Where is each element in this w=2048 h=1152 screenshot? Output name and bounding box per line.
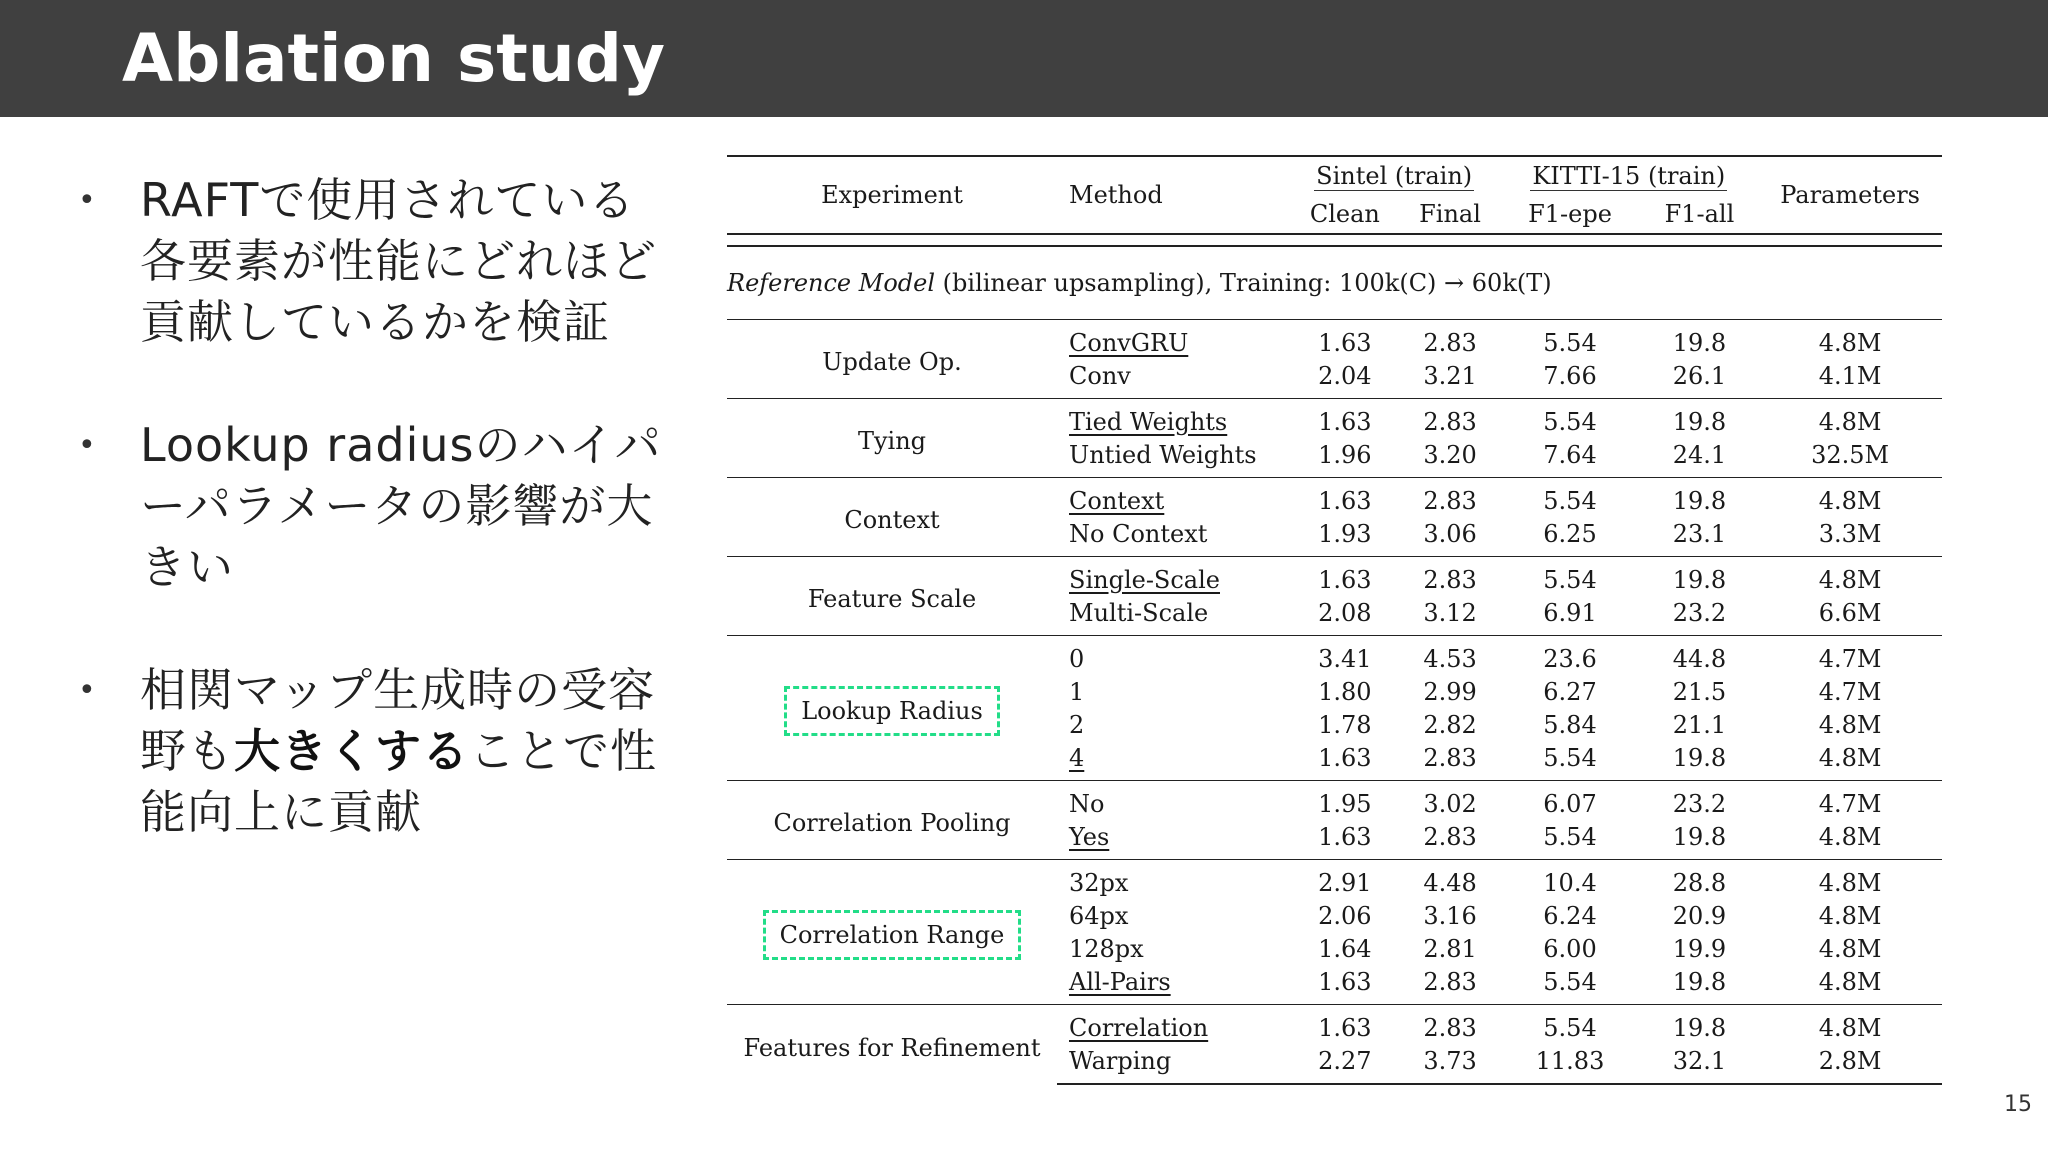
method-cell: Conv xyxy=(1069,361,1131,390)
header-final: Final xyxy=(1419,200,1481,228)
value-cell-params: 4.8M xyxy=(1758,320,1942,360)
value-cell-f1epe: 5.54 xyxy=(1543,743,1597,772)
value-cell-f1all: 19.8 xyxy=(1641,1005,1759,1045)
value-cell-f1all: 19.9 xyxy=(1672,934,1727,963)
bullet-text: 相関マップ生成時の受容野も xyxy=(140,663,656,778)
value-cell-f1epe: 5.54 xyxy=(1543,822,1597,851)
value-cell-f1all: 23.2 xyxy=(1672,598,1727,627)
value-cell-params: 4.8M xyxy=(1818,743,1882,772)
value-cell-params: 4.8M xyxy=(1758,478,1942,518)
value-cell-f1all: 19.8 xyxy=(1641,320,1759,360)
method-cell: No Context xyxy=(1069,519,1208,548)
bullet-bold-text: 大きくする xyxy=(234,724,469,778)
value-cell-f1all: 21.5 xyxy=(1672,677,1727,706)
experiment-label: Update Op. xyxy=(822,348,962,376)
value-cell-f1all: 26.1 xyxy=(1672,361,1727,390)
method-cell: Warping xyxy=(1069,1046,1172,1075)
value-cell-clean: 1.63 xyxy=(1318,822,1372,851)
header-parameters: Parameters xyxy=(1758,156,1942,234)
reference-model-row xyxy=(727,246,1942,320)
bullet-text: Lookup radiusのハイパーパラメータの影響が大きい xyxy=(140,418,662,594)
value-cell-f1epe: 6.00 xyxy=(1543,934,1597,963)
value-cell-final: 2.99 xyxy=(1423,677,1477,706)
value-cell-clean: 2.06 xyxy=(1318,901,1372,930)
value-cell-f1epe: 7.64 xyxy=(1543,440,1597,469)
value-cell-clean: 1.63 xyxy=(1289,478,1401,518)
value-cell-clean: 1.63 xyxy=(1289,1005,1401,1045)
method-cell: Single-Scale xyxy=(1069,565,1220,594)
table-row xyxy=(727,478,1942,518)
value-cell-f1epe: 5.54 xyxy=(1543,967,1597,996)
value-cell-f1epe: 7.66 xyxy=(1543,361,1597,390)
ablation-table xyxy=(727,155,1942,1085)
header-f1epe: F1-epe xyxy=(1528,200,1612,228)
value-cell-params: 4.7M xyxy=(1758,636,1942,676)
value-cell-params: 4.8M xyxy=(1758,399,1942,439)
value-cell-final: 2.83 xyxy=(1401,557,1500,597)
experiment-label-highlighted: Correlation Range xyxy=(763,910,1022,960)
value-cell-params: 4.8M xyxy=(1818,967,1882,996)
value-cell-params: 4.7M xyxy=(1758,781,1942,821)
header-kitti: KITTI-15 (train) xyxy=(1532,161,1726,190)
bullet-dot-icon: • xyxy=(78,428,96,463)
value-cell-final: 4.53 xyxy=(1401,636,1500,676)
value-cell-final: 2.83 xyxy=(1401,1005,1500,1045)
value-cell-params: 4.7M xyxy=(1818,677,1882,706)
value-cell-clean: 2.04 xyxy=(1318,361,1372,390)
bullet-item xyxy=(78,660,678,843)
value-cell-clean: 2.27 xyxy=(1289,1044,1401,1084)
value-cell-final: 2.83 xyxy=(1401,478,1500,518)
value-cell-f1epe: 11.83 xyxy=(1499,1044,1640,1084)
value-cell-f1epe: 6.07 xyxy=(1499,781,1640,821)
method-cell: 1 xyxy=(1069,677,1085,706)
method-cell: Context xyxy=(1069,486,1165,515)
method-cell: Correlation xyxy=(1069,1013,1209,1042)
value-cell-final: 3.16 xyxy=(1423,901,1477,930)
value-cell-f1epe: 10.4 xyxy=(1499,860,1640,900)
experiment-label: Tying xyxy=(857,427,927,455)
bullet-dot-icon: • xyxy=(78,183,96,218)
method-cell: All-Pairs xyxy=(1069,967,1171,996)
header-experiment: Experiment xyxy=(727,156,1057,234)
value-cell-final: 3.12 xyxy=(1423,598,1477,627)
value-cell-clean: 1.63 xyxy=(1289,557,1401,597)
bullet-list xyxy=(78,170,678,905)
value-cell-clean: 1.78 xyxy=(1318,710,1372,739)
method-cell: 0 xyxy=(1069,644,1085,673)
value-cell-clean: 1.80 xyxy=(1318,677,1372,706)
value-cell-f1all: 19.8 xyxy=(1641,399,1759,439)
value-cell-f1all: 19.8 xyxy=(1672,822,1727,851)
table-row xyxy=(727,399,1942,439)
value-cell-final: 2.83 xyxy=(1423,822,1477,851)
value-cell-f1epe: 6.24 xyxy=(1543,901,1597,930)
page-number: 15 xyxy=(2004,1092,2032,1117)
method-cell: No xyxy=(1069,789,1105,818)
experiment-label: Feature Scale xyxy=(807,585,977,613)
value-cell-final: 3.06 xyxy=(1423,519,1477,548)
value-cell-final: 4.48 xyxy=(1401,860,1500,900)
method-cell: 2 xyxy=(1069,710,1085,739)
method-cell: 128px xyxy=(1069,934,1144,963)
bullet-item xyxy=(78,415,678,598)
table-row xyxy=(727,320,1942,360)
table-row xyxy=(727,557,1942,597)
value-cell-final: 3.02 xyxy=(1401,781,1500,821)
value-cell-clean: 2.91 xyxy=(1289,860,1401,900)
method-cell: ConvGRU xyxy=(1069,328,1189,357)
value-cell-params: 2.8M xyxy=(1758,1044,1942,1084)
value-cell-clean: 3.41 xyxy=(1289,636,1401,676)
header-f1all: F1-all xyxy=(1664,200,1735,228)
value-cell-params: 32.5M xyxy=(1811,440,1890,469)
method-cell: 4 xyxy=(1069,743,1085,772)
value-cell-f1epe: 5.54 xyxy=(1499,399,1640,439)
table-row xyxy=(727,781,1942,821)
table-row xyxy=(727,860,1942,900)
value-cell-f1all: 23.2 xyxy=(1641,781,1759,821)
value-cell-f1epe: 5.54 xyxy=(1499,478,1640,518)
value-cell-f1epe: 6.27 xyxy=(1543,677,1597,706)
bullet-item xyxy=(78,170,678,353)
value-cell-final: 2.83 xyxy=(1401,399,1500,439)
value-cell-f1epe: 6.25 xyxy=(1543,519,1597,548)
value-cell-f1epe: 23.6 xyxy=(1499,636,1640,676)
bullet-dot-icon: • xyxy=(78,673,96,708)
value-cell-f1all: 23.1 xyxy=(1672,519,1727,548)
value-cell-f1all: 21.1 xyxy=(1672,710,1727,739)
value-cell-clean: 1.64 xyxy=(1318,934,1372,963)
experiment-label: Context xyxy=(844,506,940,534)
table-body xyxy=(727,234,1942,1084)
value-cell-clean: 1.96 xyxy=(1318,440,1372,469)
header-sintel: Sintel (train) xyxy=(1316,161,1473,190)
value-cell-params: 3.3M xyxy=(1818,519,1882,548)
value-cell-params: 4.8M xyxy=(1758,1005,1942,1045)
method-cell: 32px xyxy=(1069,868,1129,897)
value-cell-clean: 2.08 xyxy=(1318,598,1372,627)
bullet-text-after: ことで性能向上に貢献 xyxy=(140,724,657,839)
header-clean: Clean xyxy=(1309,200,1380,228)
value-cell-params: 4.8M xyxy=(1758,860,1942,900)
table-header-row xyxy=(727,156,1942,195)
reference-model-details: (bilinear upsampling), Training: 100k(C) → 60k(T) xyxy=(935,269,1552,297)
value-cell-f1all: 32.1 xyxy=(1641,1044,1759,1084)
value-cell-final: 2.81 xyxy=(1423,934,1477,963)
method-cell: Tied Weights xyxy=(1069,407,1228,436)
value-cell-clean: 1.95 xyxy=(1289,781,1401,821)
value-cell-params: 4.8M xyxy=(1818,934,1882,963)
value-cell-f1all: 44.8 xyxy=(1641,636,1759,676)
value-cell-f1epe: 5.84 xyxy=(1543,710,1597,739)
value-cell-clean: 1.63 xyxy=(1318,967,1372,996)
value-cell-f1all: 19.8 xyxy=(1672,743,1727,772)
value-cell-params: 4.1M xyxy=(1818,361,1882,390)
experiment-label: Features for Refinement xyxy=(743,1033,1041,1062)
value-cell-final: 3.21 xyxy=(1423,361,1477,390)
value-cell-f1epe: 5.54 xyxy=(1499,320,1640,360)
method-cell: 64px xyxy=(1069,901,1129,930)
value-cell-params: 4.8M xyxy=(1758,557,1942,597)
value-cell-params: 6.6M xyxy=(1818,598,1882,627)
header-method: Method xyxy=(1057,156,1289,234)
ablation-table-figure xyxy=(727,155,1942,1120)
value-cell-clean: 1.93 xyxy=(1318,519,1372,548)
method-cell: Yes xyxy=(1069,822,1110,851)
title-bar xyxy=(0,0,2048,117)
table-row xyxy=(727,636,1942,676)
experiment-label: Correlation Pooling xyxy=(773,809,1011,837)
value-cell-clean: 1.63 xyxy=(1289,320,1401,360)
experiment-label-highlighted: Lookup Radius xyxy=(784,686,1000,736)
value-cell-final: 3.73 xyxy=(1401,1044,1500,1084)
value-cell-f1epe: 5.54 xyxy=(1499,1005,1640,1045)
reference-model-label: Reference Model xyxy=(727,269,936,297)
value-cell-final: 2.83 xyxy=(1423,967,1477,996)
method-cell: Untied Weights xyxy=(1069,440,1257,469)
slide-title: Ablation study xyxy=(122,20,666,97)
value-cell-params: 4.8M xyxy=(1818,710,1882,739)
value-cell-f1all: 28.8 xyxy=(1641,860,1759,900)
value-cell-f1all: 19.8 xyxy=(1641,478,1759,518)
method-cell: Multi-Scale xyxy=(1069,598,1209,627)
value-cell-f1epe: 5.54 xyxy=(1499,557,1640,597)
bullet-text: RAFTで使用されている各要素が性能にどれほど貢献しているかを検証 xyxy=(140,173,657,349)
value-cell-f1all: 19.8 xyxy=(1641,557,1759,597)
value-cell-final: 2.83 xyxy=(1401,320,1500,360)
value-cell-final: 2.82 xyxy=(1423,710,1477,739)
value-cell-f1all: 19.8 xyxy=(1672,967,1727,996)
value-cell-f1epe: 6.91 xyxy=(1543,598,1597,627)
table-row xyxy=(727,1005,1942,1045)
value-cell-f1all: 20.9 xyxy=(1672,901,1727,930)
value-cell-params: 4.8M xyxy=(1818,822,1882,851)
double-rule xyxy=(727,234,1942,246)
value-cell-final: 3.20 xyxy=(1423,440,1477,469)
value-cell-f1all: 24.1 xyxy=(1672,440,1727,469)
value-cell-clean: 1.63 xyxy=(1318,743,1372,772)
value-cell-final: 2.83 xyxy=(1423,743,1477,772)
value-cell-params: 4.8M xyxy=(1818,901,1882,930)
value-cell-clean: 1.63 xyxy=(1289,399,1401,439)
